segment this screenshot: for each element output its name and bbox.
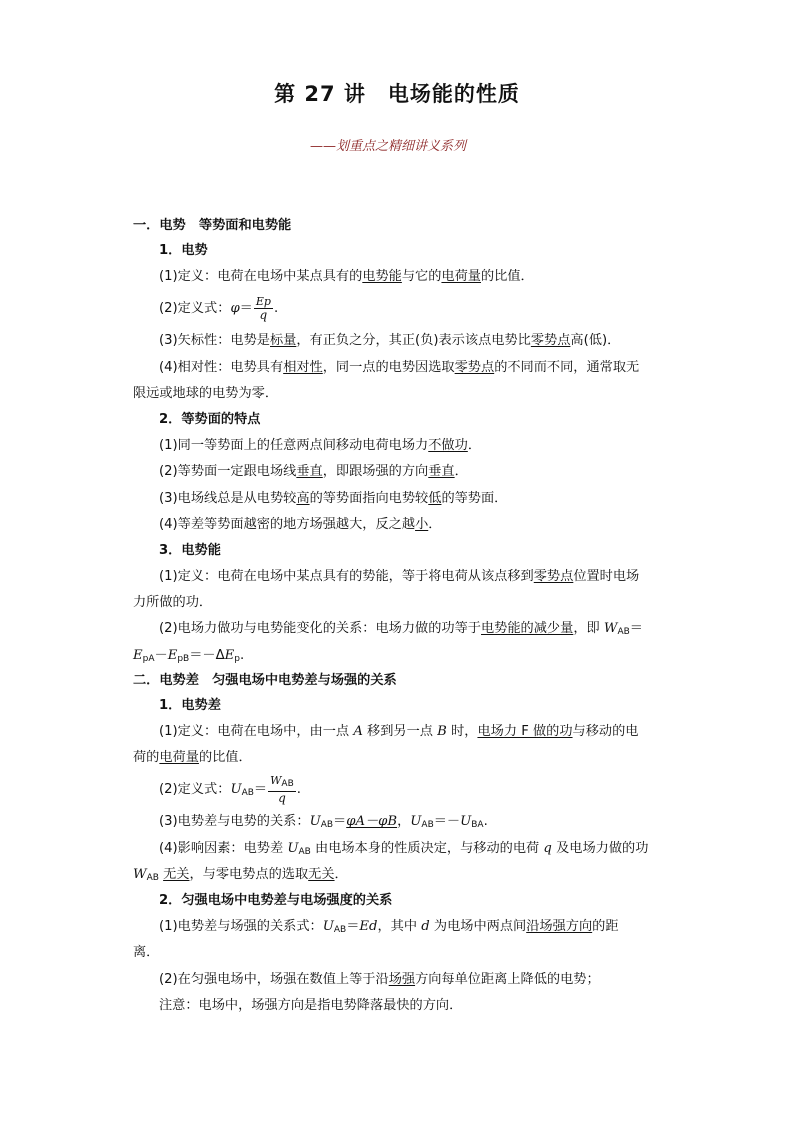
fraction-ep-over-q: $\frac{Ep}{q}$: [255, 294, 271, 322]
para-potential-definition: (1)定义：电荷在电场中某点具有的电势能与它的电荷量的比值．: [159, 269, 534, 285]
para-equipotential-1: (1)同一等势面上的任意两点间移动电荷电场力不做功．: [159, 438, 481, 454]
page-subtitle: ——划重点之精细讲义系列: [310, 139, 467, 154]
para-field-relation-cont: 离．: [133, 945, 160, 961]
subheading-potential-energy: 3．电势能: [159, 542, 221, 558]
para-energy-definition-cont: 力所做的功．: [133, 595, 213, 611]
subheading-equipotential: 2．等势面的特点: [159, 411, 261, 427]
para-energy-definition: (1)定义：电荷在电场中某点具有的势能，等于将电荷从该点移到零势点位置时电场: [159, 569, 640, 585]
para-potential-formula: (2)定义式：φ＝ $\frac{Ep}{q}$ .: [159, 294, 279, 322]
section-heading-1: 一．电势 等势面和电势能: [133, 218, 292, 233]
page-title: 第 27 讲 电场能的性质: [274, 82, 520, 106]
para-pd-factors: (4)影响因素：电势差 $U_{AB}$ 由电场本身的性质决定，与移动的电荷 q 及电场力做的功: [159, 840, 649, 857]
para-equipotential-3: (3)电场线总是从电势较高的等势面指向电势较低的等势面．: [159, 490, 508, 506]
fraction-wab-over-q: $\frac{W_{AB}}{q}$: [270, 773, 294, 805]
document-body: [133, 214, 661, 1019]
para-pd-definition: (1)定义：电荷在电场中，由一点 A 移到另一点 B 时，电场力 F 做的功与移动的电: [159, 724, 639, 739]
para-equipotential-2: (2)等势面一定跟电场线垂直，即跟场强的方向垂直．: [159, 464, 468, 480]
para-pd-formula: (2)定义式：$U_{AB}=$ $\frac{W_{AB}}{q}$ .: [159, 773, 301, 805]
para-equipotential-4: (4)等差等势面越密的地方场强越大，反之越小．: [159, 516, 442, 532]
para-pd-definition-cont: 荷的电荷量的比值．: [133, 750, 252, 766]
para-work-energy-relation-cont: $E_{pA}-E_{pB}=-\Delta E_p$.: [133, 647, 245, 664]
para-field-magnitude: (2)在匀强电场中，场强在数值上等于沿场强方向每单位距离上降低的电势；: [159, 971, 600, 987]
para-work-energy-relation: (2)电场力做功与电势能变化的关系：电场力做的功等于电势能的减少量，即 $W_{AB}=$: [159, 621, 643, 638]
para-potential-relativity: (4)相对性：电势具有相对性，同一点的电势因选取零势点的不同而不同，通常取无: [159, 359, 640, 375]
para-potential-scalar: (3)矢标性：电势是标量，有正负之分，其正(负)表示该点电势比零势点高(低)．: [159, 333, 621, 349]
para-pd-potential-relation: (3)电势差与电势的关系：$U_{AB}=\varphi A-\varphi B$，$U_{AB}=-U_{BA}$.: [159, 814, 488, 831]
para-note: 注意：电场中，场强方向是指电势降落最快的方向．: [159, 997, 463, 1013]
para-pd-factors-cont: $W_{AB}$ 无关，与零电势点的选取无关．: [133, 866, 348, 883]
para-potential-relativity-cont: 限远或地球的电势为零．: [133, 385, 279, 401]
subheading-uniform-field: 2．匀强电场中电势差与电场强度的关系: [159, 892, 393, 908]
subheading-potential-difference: 1．电势差: [159, 697, 221, 713]
para-field-relation: (1)电势差与场强的关系式：$U_{AB}=Ed$，其中 d 为电场中两点间沿场强方向的距: [159, 919, 619, 936]
subheading-potential: 1．电势: [159, 243, 208, 258]
section-heading-2: 二．电势差 匀强电场中电势差与场强的关系: [133, 672, 397, 688]
